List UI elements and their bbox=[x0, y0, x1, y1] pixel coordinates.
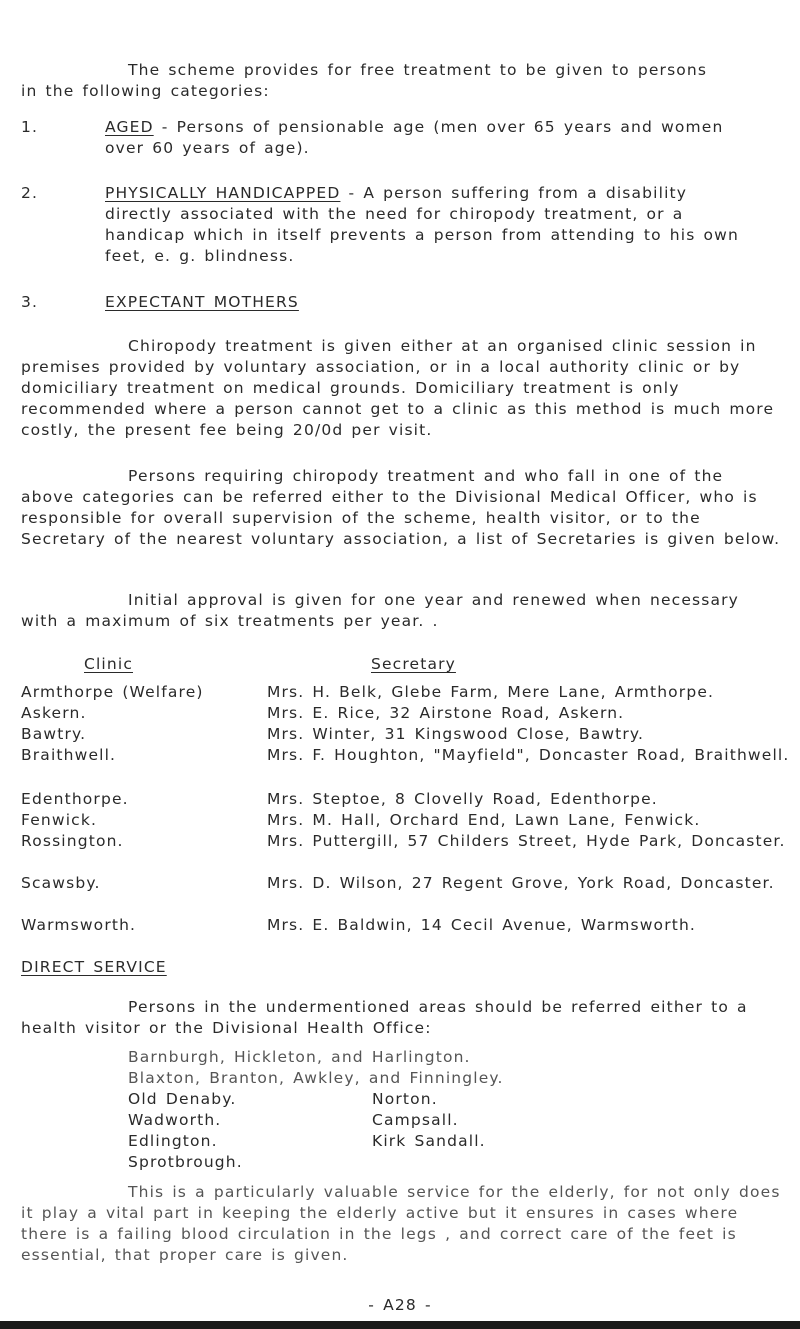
category-number: 3. bbox=[21, 293, 39, 311]
clinic-name: Askern. bbox=[21, 704, 87, 722]
area-line: Blaxton, Branton, Awkley, and Finningley. bbox=[128, 1069, 504, 1087]
clinic-name: Scawsby. bbox=[21, 874, 101, 892]
direct-service-text: Persons in the undermentioned areas should be referred either to a health visitor or the Divisional Health Office: bbox=[21, 998, 748, 1037]
secretary-details: Mrs. Winter, 31 Kingswood Close, Bawtry. bbox=[267, 725, 645, 743]
intro-paragraph bbox=[21, 60, 781, 102]
area-name: Kirk Sandall. bbox=[372, 1132, 486, 1150]
area-name: Campsall. bbox=[372, 1111, 459, 1129]
direct-service-paragraph bbox=[21, 997, 781, 1039]
area-name: Wadworth. bbox=[128, 1111, 222, 1129]
direct-service-heading: DIRECT SERVICE bbox=[21, 958, 167, 976]
secretary-details: Mrs. H. Belk, Glebe Farm, Mere Lane, Armthorpe. bbox=[267, 683, 715, 701]
approval-text: Initial approval is given for one year and renewed when necessary with a maximum of six treatments per year. . bbox=[21, 591, 739, 630]
secretary-details: Mrs. E. Rice, 32 Airstone Road, Askern. bbox=[267, 704, 625, 722]
approval-paragraph bbox=[21, 590, 781, 632]
closing-paragraph bbox=[21, 1182, 781, 1266]
secretary-column-header: Secretary bbox=[371, 655, 456, 673]
category-text: - A person suffering from a disability directly associated with the need for chiropody treatment, or a handicap which in itself prevents a person from attending to his own feet, e. g. blindness. bbox=[105, 184, 739, 265]
bottom-edge-rule bbox=[0, 1321, 800, 1329]
referral-paragraph bbox=[21, 466, 781, 550]
area-name: Edlington. bbox=[128, 1132, 218, 1150]
category-title: PHYSICALLY HANDICAPPED bbox=[105, 184, 341, 202]
intro-line-1: The scheme provides for free treatment to be given to persons bbox=[128, 61, 708, 79]
area-name: Sprotbrough. bbox=[128, 1153, 243, 1171]
clinic-name: Warmsworth. bbox=[21, 916, 137, 934]
secretary-details: Mrs. D. Wilson, 27 Regent Grove, York Road, Doncaster. bbox=[267, 874, 775, 892]
clinic-name: Edenthorpe. bbox=[21, 790, 129, 808]
page-number: - A28 - bbox=[368, 1296, 432, 1314]
area-name: Old Denaby. bbox=[128, 1090, 237, 1108]
secretary-details: Mrs. Steptoe, 8 Clovelly Road, Edenthorpe. bbox=[267, 790, 658, 808]
secretary-details: Mrs. M. Hall, Orchard End, Lawn Lane, Fenwick. bbox=[267, 811, 701, 829]
referral-text: Persons requiring chiropody treatment and who fall in one of the above categories can be referred either to the Divisional Medical Officer, who is responsible for overall supervision of the scheme, health visitor, or to the Secretary of the nearest voluntary association, a list of Secretaries is given below. bbox=[21, 467, 781, 548]
secretary-details: Mrs. F. Houghton, "Mayfield", Doncaster Road, Braithwell. bbox=[267, 746, 790, 764]
intro-line-2: in the following categories: bbox=[21, 82, 270, 100]
category-number: 1. bbox=[21, 118, 39, 136]
treatment-paragraph bbox=[21, 336, 781, 441]
category-text: - Persons of pensionable age (men over 65 years and women over 60 years of age). bbox=[105, 118, 724, 157]
secretary-details: Mrs. E. Baldwin, 14 Cecil Avenue, Warmsworth. bbox=[267, 916, 696, 934]
closing-text: This is a particularly valuable service for the elderly, for not only does it play a vital part in keeping the elderly active but it ensures in cases where there is a failing blood circulation in the legs , and correct care of the feet is essential, that proper care is given. bbox=[21, 1183, 781, 1264]
clinic-name: Braithwell. bbox=[21, 746, 117, 764]
area-line: Barnburgh, Hickleton, and Harlington. bbox=[128, 1048, 471, 1066]
clinic-name: Armthorpe (Welfare) bbox=[21, 683, 204, 701]
secretary-details: Mrs. Puttergill, 57 Childers Street, Hyde Park, Doncaster. bbox=[267, 832, 786, 850]
clinic-name: Fenwick. bbox=[21, 811, 98, 829]
area-name: Norton. bbox=[372, 1090, 438, 1108]
category-title: EXPECTANT MOTHERS bbox=[105, 293, 299, 311]
treatment-text: Chiropody treatment is given either at an organised clinic session in premises provided by voluntary association, or in a local authority clinic or by domiciliary treatment on medical grounds. Domiciliary treatment is only recommended where a person cannot get to a clinic as this method is much more costly, the present fee being 20/0d per visit. bbox=[21, 337, 775, 439]
clinic-name: Rossington. bbox=[21, 832, 124, 850]
category-number: 2. bbox=[21, 184, 39, 202]
clinic-column-header: Clinic bbox=[84, 655, 133, 673]
category-title: AGED bbox=[105, 118, 154, 136]
clinic-name: Bawtry. bbox=[21, 725, 87, 743]
